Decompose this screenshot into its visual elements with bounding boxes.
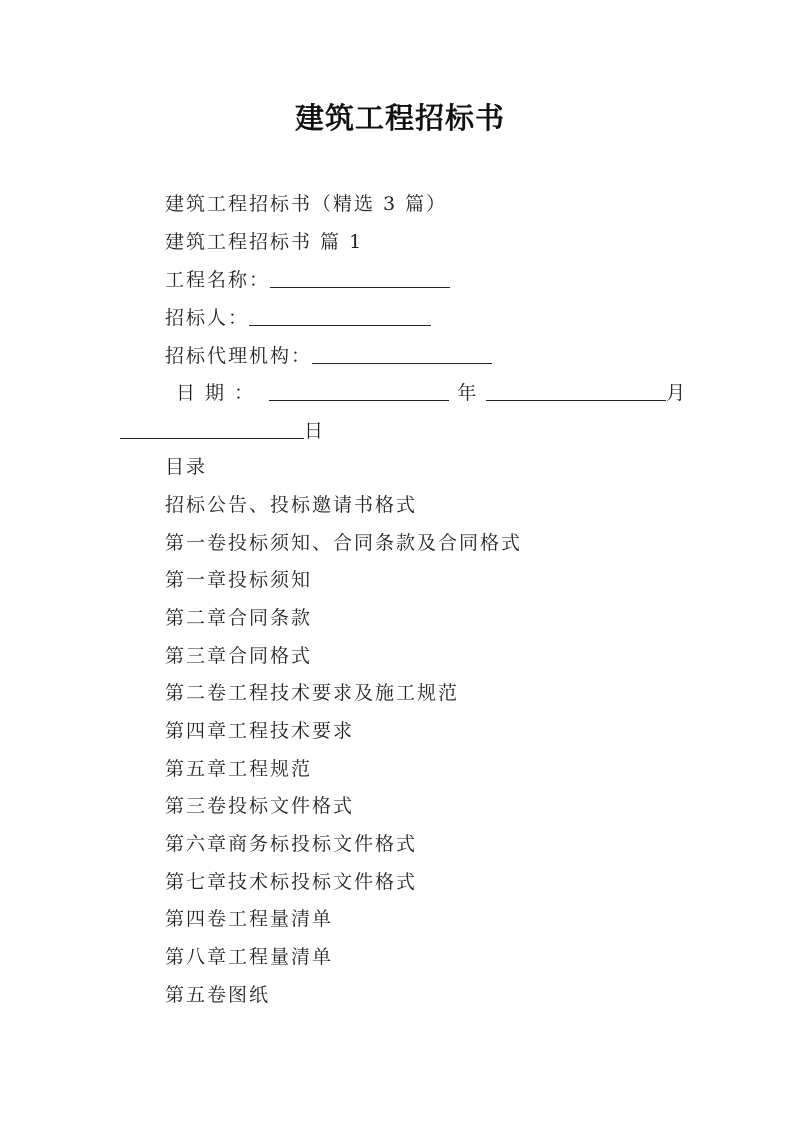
document-title: 建筑工程招标书: [294, 101, 505, 135]
toc-item: 第四卷工程量清单: [165, 908, 334, 930]
date-row: [176, 380, 687, 406]
tenderer-label: 招标人：: [165, 307, 250, 329]
toc-item: 第五卷图纸: [165, 984, 271, 1006]
tenderer-row: [165, 305, 431, 331]
part-heading: 建筑工程招标书 篇 1: [165, 231, 364, 253]
agency-row: [165, 343, 492, 369]
day-label: 日: [304, 420, 326, 442]
project-name-blank: [270, 269, 450, 288]
toc-item: 第六章商务标投标文件格式: [165, 833, 418, 855]
day-blank: [120, 420, 304, 439]
toc-item: 第二章合同条款: [165, 607, 313, 629]
toc-item: 第四章工程技术要求: [165, 720, 355, 742]
month-blank: [486, 382, 666, 401]
toc-heading: 目录: [165, 456, 208, 478]
date-label: 日 期 ：: [176, 382, 256, 404]
toc-item: 招标公告、投标邀请书格式: [165, 494, 418, 516]
year-label: 年: [457, 382, 479, 404]
project-name-label: 工程名称：: [165, 269, 271, 291]
year-blank: [269, 382, 449, 401]
toc-item: 第一卷投标须知、合同条款及合同格式: [165, 532, 523, 554]
toc-item: 第五章工程规范: [165, 758, 313, 780]
toc-item: 第七章技术标投标文件格式: [165, 871, 418, 893]
day-row: [120, 418, 325, 444]
toc-item: 第一章投标须知: [165, 569, 313, 591]
month-label: 月: [666, 382, 688, 404]
agency-label: 招标代理机构：: [165, 345, 313, 367]
toc-item: 第二卷工程技术要求及施工规范: [165, 682, 460, 704]
document-subtitle: 建筑工程招标书（精选 3 篇）: [165, 193, 448, 215]
tenderer-blank: [249, 307, 431, 326]
agency-blank: [312, 345, 492, 364]
project-name-row: [165, 267, 450, 293]
toc-item: 第三章合同格式: [165, 645, 313, 667]
toc-item: 第八章工程量清单: [165, 946, 334, 968]
toc-item: 第三卷投标文件格式: [165, 795, 355, 817]
